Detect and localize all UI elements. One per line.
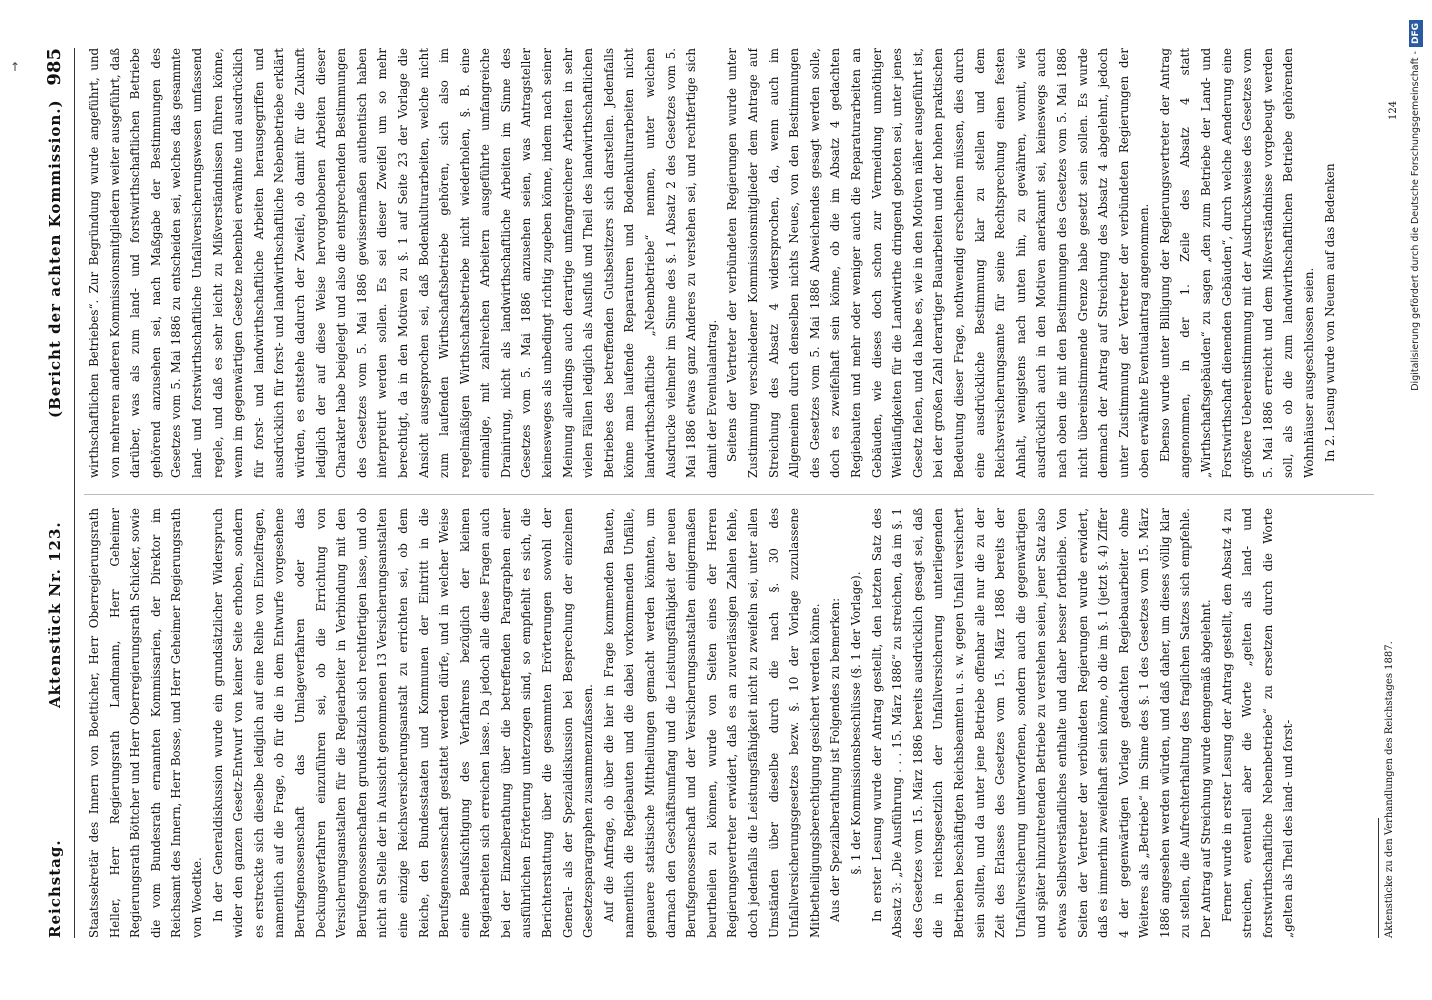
paragraph: Staatssekretär des Innern von Boetticher, Herr Oberregierungsrath Heller, Herr Regierungsrath Landmann, Herr Geheimer Regierungsrath Böttcher und Herr Oberregierungsrath Schicker, sowie die vom Bundesrath ernannten Kommissarien, der Direktor im Reichsamt des Innern, Herr Bosse, und Herr Geheimer Regierungsrath von Woedtke. xyxy=(87,508,204,938)
paragraph: Aus der Spezialberathung ist Folgendes zu bemerken: xyxy=(828,597,843,922)
page-marker: 124 xyxy=(1388,100,1399,120)
paragraph: In erster Lesung wurde der Antrag gestellt, den letzten Satz des Absatz 3: „Die Ausführung . . . 15. März 1886“ zu streichen, da im §. 1 des Gesetzes vom 15. März 1886 bereits ausdrücklich gesagt sei, daß die in reichsgesetzlich der Unfallversicherung unterliegenden Betrieben beschäftigten Reichsbeamten u. s. w. gegen Unfall versichert sein sollten, und da unter jene Betriebe offenbar alle nur die zu der Zeit des Erlasses des Gesetzes vom 15. März 1886 bereits der Unfallversicherung unterworfenen, sondern auch die gegenwärtigen und später hinzutretenden Betriebe zu verstehen seien, jener Satz also etwas Selbstverständliches enthalte und daher besser fortbleibe. Von Seiten der Vertreter der verbündeten Regierungen wurde erwidert, daß es immerhin zweifelhaft sein könne, ob die im §. 1 (jetzt §. 4) Ziffer 4 der gegenwärtigen Vorlage gedachten Regiebauarbeiter ohne Weiteres als „Betriebe“ im Sinne des §. 1 des Gesetzes vom 15. März 1886 angesehen werden würden, und daß daher, um dieses völlig klar zu stellen, die Aufrechterhaltung des fraglichen Satzes sich empfehle. Der Antrag auf Streichung wurde demgemäß abgelehnt. xyxy=(869,508,1214,938)
paragraph: In 2. Lesung wurde von Neuem auf das Bedenken xyxy=(1322,163,1337,462)
header-left: Reichstag. xyxy=(46,839,64,938)
header-rule xyxy=(74,48,75,938)
paragraph: §. 1 der Kommissionsbeschlüsse (§. 1 der Vorlage). xyxy=(848,571,863,875)
footnote-rule xyxy=(1378,818,1379,938)
dfg-logo: DFG xyxy=(1409,20,1423,47)
left-column xyxy=(84,508,1374,938)
paragraph: wirthschaftlichen Betriebes“. Zur Begründung wurde angeführt, und von mehreren anderen Kommissionsmitgliedern weiter ausgeführt, daß darüber, was als zum land- und forstwirthschaftlichen Betriebe gehörend anzusehen sei, nach Maßgabe der Bestimmungen des Gesetzes vom 5. Mai 1886 zu entscheiden sei, welches das gesammte land- und forstwirthschaftliche Unfallversicherungswesen umfassend regele, und daß es sehr leicht zu Mißverständnissen führen könne, wenn im gegenwärtigen Gesetze nebenbei erwähnte und ausdrücklich für forst- und landwirthschaftliche Arbeiten herausgegriffen und ausdrücklich für forst- und landwirthschaftliche Nebenbetriebe erklärt würden, es entstehe dadurch der Zweifel, ob damit für die Zukunft lediglich der auf diese Weise hervorgehobenen Arbeiten dieser Charakter habe beigelegt und also die entsprechenden Bestimmungen des Gesetzes vom 5. Mai 1886 gewissermaßen authentisch haben interpretirt werden sollen. Es sei dieser Zweifel um so mehr berechtigt, da in den Motiven zu §. 1 auf Seite 23 der Vorlage die Ansicht ausgesprochen sei, daß Bodenkulturarbeiten, welche nicht zum laufenden Wirthschaftsbetriebe gehören, sich also im regelmäßigen Wirthschaftsbetriebe nicht wiederholen, §. B. eine einmalige, mit zahlreichen Arbeitern ausgeführte umfangreiche Drainirung, nicht als landwirthschaftliche Arbeiten im Sinne des Gesetzes vom 5. Mai 1886 anzusehen seien, was Antragsteller keinesweges als unbedingt richtig zugeben könne, indem nach seiner Meinung allerdings auch derartige umfangreichere Arbeiten in sehr vielen Fällen lediglich als Ausfluß und Theil des landwirthschaftlichen Betriebes des betreffenden Gutsbesitzers sich darstellen. Jedenfalls könne man laufende Reparaturen und Bodenkulturarbeiten nicht landwirthschaftliche „Nebenbetriebe“ nennen, unter welchen Ausdrucke vielmehr im Sinne des §. 1 Absatz 2 des Gesetzes vom 5. Mai 1886 etwas ganz Anderes zu verstehen sei, und rechtfertige sich damit der Eventualantrag. xyxy=(87,48,719,478)
right-column xyxy=(84,48,1374,478)
footnote: Aktenstücke zu den Verhandlungen des Reichstages 1887. xyxy=(1384,641,1395,938)
paragraph: Auf die Anfrage, ob über die hier in Frage kommenden Bauten, namentlich die Regiebauten und die dabei vorkommenden Unfälle, genauere statistische Mittheilungen gemacht werden könnten, um darnach den Geschäftsumfang und die Leistungsfähigkeit der neuen Berufsgenossenschaft und der Versicherungsanstalten einigermaßen beurtheilen zu können, wurde von Seiten eines der Herren Regierungsvertreter erwidert, daß es an zuverlässigen Zahlen fehle, doch jedenfalls die Leistungsfähigkeit nicht zu zweifeln sei, unter allen Umständen über dieselbe durch die nach §. 30 des Unfallversicherungsgesetzes bezw. §. 10 der Vorlage zuzulassene Mitbetheiligungsberechtigung gesichert werden könne. xyxy=(601,508,822,938)
paragraph: Ferner wurde in erster Lesung der Antrag gestellt, den Absatz 4 zu streichen, eventuell aber die Worte „gelten als land- und forstwirthschaftliche Nebenbetriebe“ zu ersetzen durch die Worte „gelten als Theil des land- und forst- xyxy=(1219,508,1296,938)
paragraph: In der Generaldiskussion wurde ein grundsätzlicher Widerspruch wider den ganzen Gesetz-Entwurf von keiner Seite erhoben, sondern es erstreckte sich dieselbe lediglich auf eine Reihe von Einzelfragen, namentlich auf die Frage, ob für die in dem Entwurfe vorgesehene Berufsgenossenschaft das Umlageverfahren oder das Deckungsverfahren einzuführen sei, ob die Errichtung von Versicherungsanstalten für die Regiearbeiter in Verbindung mit den Berufsgenossenschaften grundsätzlich sich rechtfertigen lasse, und ob nicht an Stelle der in Aussicht genommenen 13 Versicherungsanstalten eine einzige Reichsversicherungsanstalt zu errichten sei, ob dem Reiche, den Bundesstaaten und Kommunen der Eintritt in die Berufsgenossenschaft gestattet werden dürfe, und in welcher Weise eine Beaufsichtigung des Verfahrens bezüglich der kleinen Regiearbeiten sich erreichen lasse. Da jedoch alle diese Fragen auch bei der Einzelberathung über die betreffenden Paragraphen einer ausführlichen Erörterung unterzogen sind, so empfiehlt es sich, die Berichterstattung über die gesammten Erörterungen sowohl der General- als der Spezialdiskussion bei Besprechung der einzelnen Gesetzesparagraphen zusammenzufassen. xyxy=(210,508,596,938)
column-divider xyxy=(84,494,1374,495)
page-header xyxy=(44,48,70,938)
margin-mark: ↑ xyxy=(10,60,21,74)
paragraph: Ebenso wurde unter Billigung der Regierungsvertreter der Antrag angenommen, in der 1. Zeile des Absatz 4 statt „Wirthschaftsgebäuden“ zu sagen „den zum Betriebe der Land- und Forstwirthschaft dienenden Gebäuden“, durch welche Aenderung eine größere Uebereinstimmung mit der Ausdrucksweise des Gesetzes vom 5. Mai 1886 erreicht und dem Mißverständnisse vorgebeugt werden soll, als ob die zum landwirthschaftlichen Betriebe gehörenden Wohnhäuser ausgeschlossen seien. xyxy=(1157,48,1317,478)
page-number: 985 xyxy=(44,48,65,86)
header-right: (Bericht der achten Kommission.) xyxy=(46,99,64,418)
header-document-number: Aktenstück Nr. 123. xyxy=(46,521,64,708)
paragraph: Seitens der Vertreter der verbündeten Regierungen wurde unter Zustimmung verschiedener Kommissionsmitglieder dem Antrage auf Streichung des Absatz 4 widersprochen, da, wenn auch im Allgemeinen durch denselben nichts Neues, von den Bestimmungen des Gesetzes vom 5. Mai 1886 Abweichendes gesagt werden solle, doch es zweifelhaft sein könne, ob die im Absatz 4 gedachten Regiebauten und mehr oder weniger auch die Reparaturarbeiten an Gebäuden, wie dieses doch schon zur Vermeidung unnöthiger Weitläufigkeiten für die Landwirthe dringend geboten sei, unter jenes Gesetz fielen, und da habe es, wie in den Motiven näher ausgeführt ist, bei der großen Zahl derartiger Bauarbeiten und der hohen praktischen Bedeutung dieser Frage, nothwendig erscheinen müssen, dies durch eine ausdrückliche Bestimmung klar zu stellen und dem Reichsversicherungsamte für seine Rechtsprechung einen festen Anhalt, wenigstens nach unten hin, zu gewähren, womit, wie ausdrücklich auch in den Motiven anerkannt sei, keineswegs auch nach oben die mit den Bestimmungen des Gesetzes vom 5. Mai 1886 nicht übereinstimmende Grenze habe gesetzt sein sollen. Es wurde demnach der Antrag auf Streichung des Absatz 4 abgelehnt, jedoch unter Zustimmung der Vertreter der verbündeten Regierungen der oben erwähnte Eventualantrag angenommen. xyxy=(725,48,1152,478)
digitization-note xyxy=(1406,20,1426,980)
digitization-label: Digitalisierung gefördert durch die Deutsche Forschungsgemeinschaft - xyxy=(1410,51,1421,391)
digitization-text xyxy=(1406,20,1426,980)
